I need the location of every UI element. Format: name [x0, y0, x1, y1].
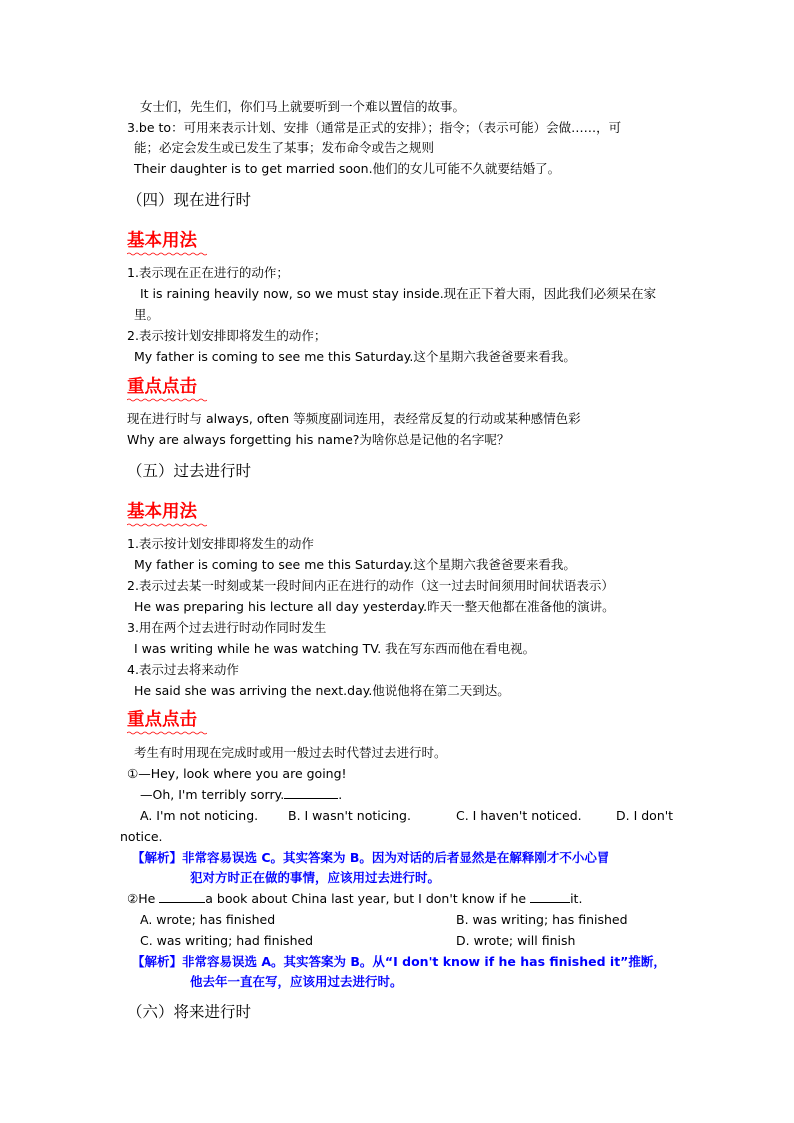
answer-blank	[159, 890, 205, 903]
option-c: C. was writing; had finished	[140, 933, 314, 948]
text-line: Their daughter is to get married soon.他们的女儿可能不久就要结婚了。	[134, 161, 561, 176]
key-points-heading: 重点点击	[127, 376, 197, 401]
text-line: 能；必定会发生或已发生了某事；发布命令或告之规则	[134, 140, 435, 155]
question-stem: ①—Hey, look where you are going!	[127, 766, 347, 781]
text-line: It is raining heavily now, so we must stay inside.现在正下着大雨，因此我们必须呆在家	[140, 286, 657, 301]
text-line: 现在进行时与 always, often 等频度副词连用，表经常反复的行动或某种感情色彩	[127, 411, 581, 426]
wavy-underline-icon	[127, 252, 207, 256]
option-wrap: notice.	[120, 829, 163, 844]
text-line: My father is coming to see me this Saturday.这个星期六我爸爸要来看我。	[134, 557, 576, 572]
option-b: B. I wasn't noticing.	[288, 808, 411, 823]
text-line: 3.be to：可用来表示计划、安排（通常是正式的安排）；指令；（表示可能）会做……，可	[127, 120, 622, 135]
question-reply: —Oh, I'm terribly sorry. .	[140, 787, 343, 802]
wavy-underline-icon	[127, 398, 207, 402]
basic-usage-heading: 基本用法	[127, 501, 197, 526]
section-title: （四）现在进行时	[127, 191, 252, 209]
text-line: 3.用在两个过去进行时动作同时发生	[127, 620, 327, 635]
text-line: Why are always forgetting his name?为啥你总是记他的名字呢？	[127, 432, 510, 447]
text-line: 2.表示过去某一时刻或某一段时间内正在进行的动作（这一过去时间须用时间状语表示）	[127, 578, 614, 593]
analysis-line: 【解析】非常容易误选 A。其实答案为 B。从“I don't know if he has finished it”推断，	[132, 954, 666, 969]
section-title: （五）过去进行时	[127, 462, 252, 480]
text-line: 考生有时用现在完成时或用一般过去时代替过去进行时。	[134, 745, 447, 760]
wavy-underline-icon	[127, 731, 207, 735]
key-points-heading: 重点点击	[127, 709, 197, 734]
analysis-line: 他去年一直在写，应该用过去进行时。	[190, 974, 403, 989]
text-line: 2.表示按计划安排即将发生的动作；	[127, 328, 327, 343]
text-line: 女士们，先生们，你们马上就要听到一个难以置信的故事。	[140, 99, 466, 114]
question-stem: ②He a book about China last year, but I don't know if he it.	[127, 891, 583, 906]
text-line: 1.表示按计划安排即将发生的动作	[127, 536, 314, 551]
answer-blank	[284, 786, 338, 799]
analysis-line: 【解析】非常容易误选 C。其实答案为 B。因为对话的后者显然是在解释刚才不小心冒	[132, 850, 610, 865]
text-line: He said she was arriving the next.day.他说他将在第二天到达。	[134, 683, 510, 698]
text-line: My father is coming to see me this Saturday.这个星期六我爸爸要来看我。	[134, 349, 576, 364]
text-line: I was writing while he was watching TV. 我在写东西而他在看电视。	[134, 641, 536, 656]
option-a: A. I'm not noticing.	[140, 808, 259, 823]
analysis-line: 犯对方时正在做的事情，应该用过去进行时。	[190, 870, 441, 885]
option-a: A. wrote; has finished	[140, 912, 276, 927]
basic-usage-heading: 基本用法	[127, 230, 197, 255]
text-line: He was preparing his lecture all day yesterday.昨天一整天他都在准备他的演讲。	[134, 599, 615, 614]
text-line: 里。	[134, 307, 160, 322]
wavy-underline-icon	[127, 523, 207, 527]
text-line: 4.表示过去将来动作	[127, 662, 239, 677]
option-b: B. was writing; has finished	[456, 912, 628, 927]
answer-blank	[530, 890, 570, 903]
option-d: D. wrote; will finish	[456, 933, 576, 948]
text-line: 1.表示现在正在进行的动作；	[127, 265, 289, 280]
option-d: D. I don't	[616, 808, 674, 823]
section-title: （六）将来进行时	[127, 1003, 252, 1021]
option-c: C. I haven't noticed.	[456, 808, 582, 823]
